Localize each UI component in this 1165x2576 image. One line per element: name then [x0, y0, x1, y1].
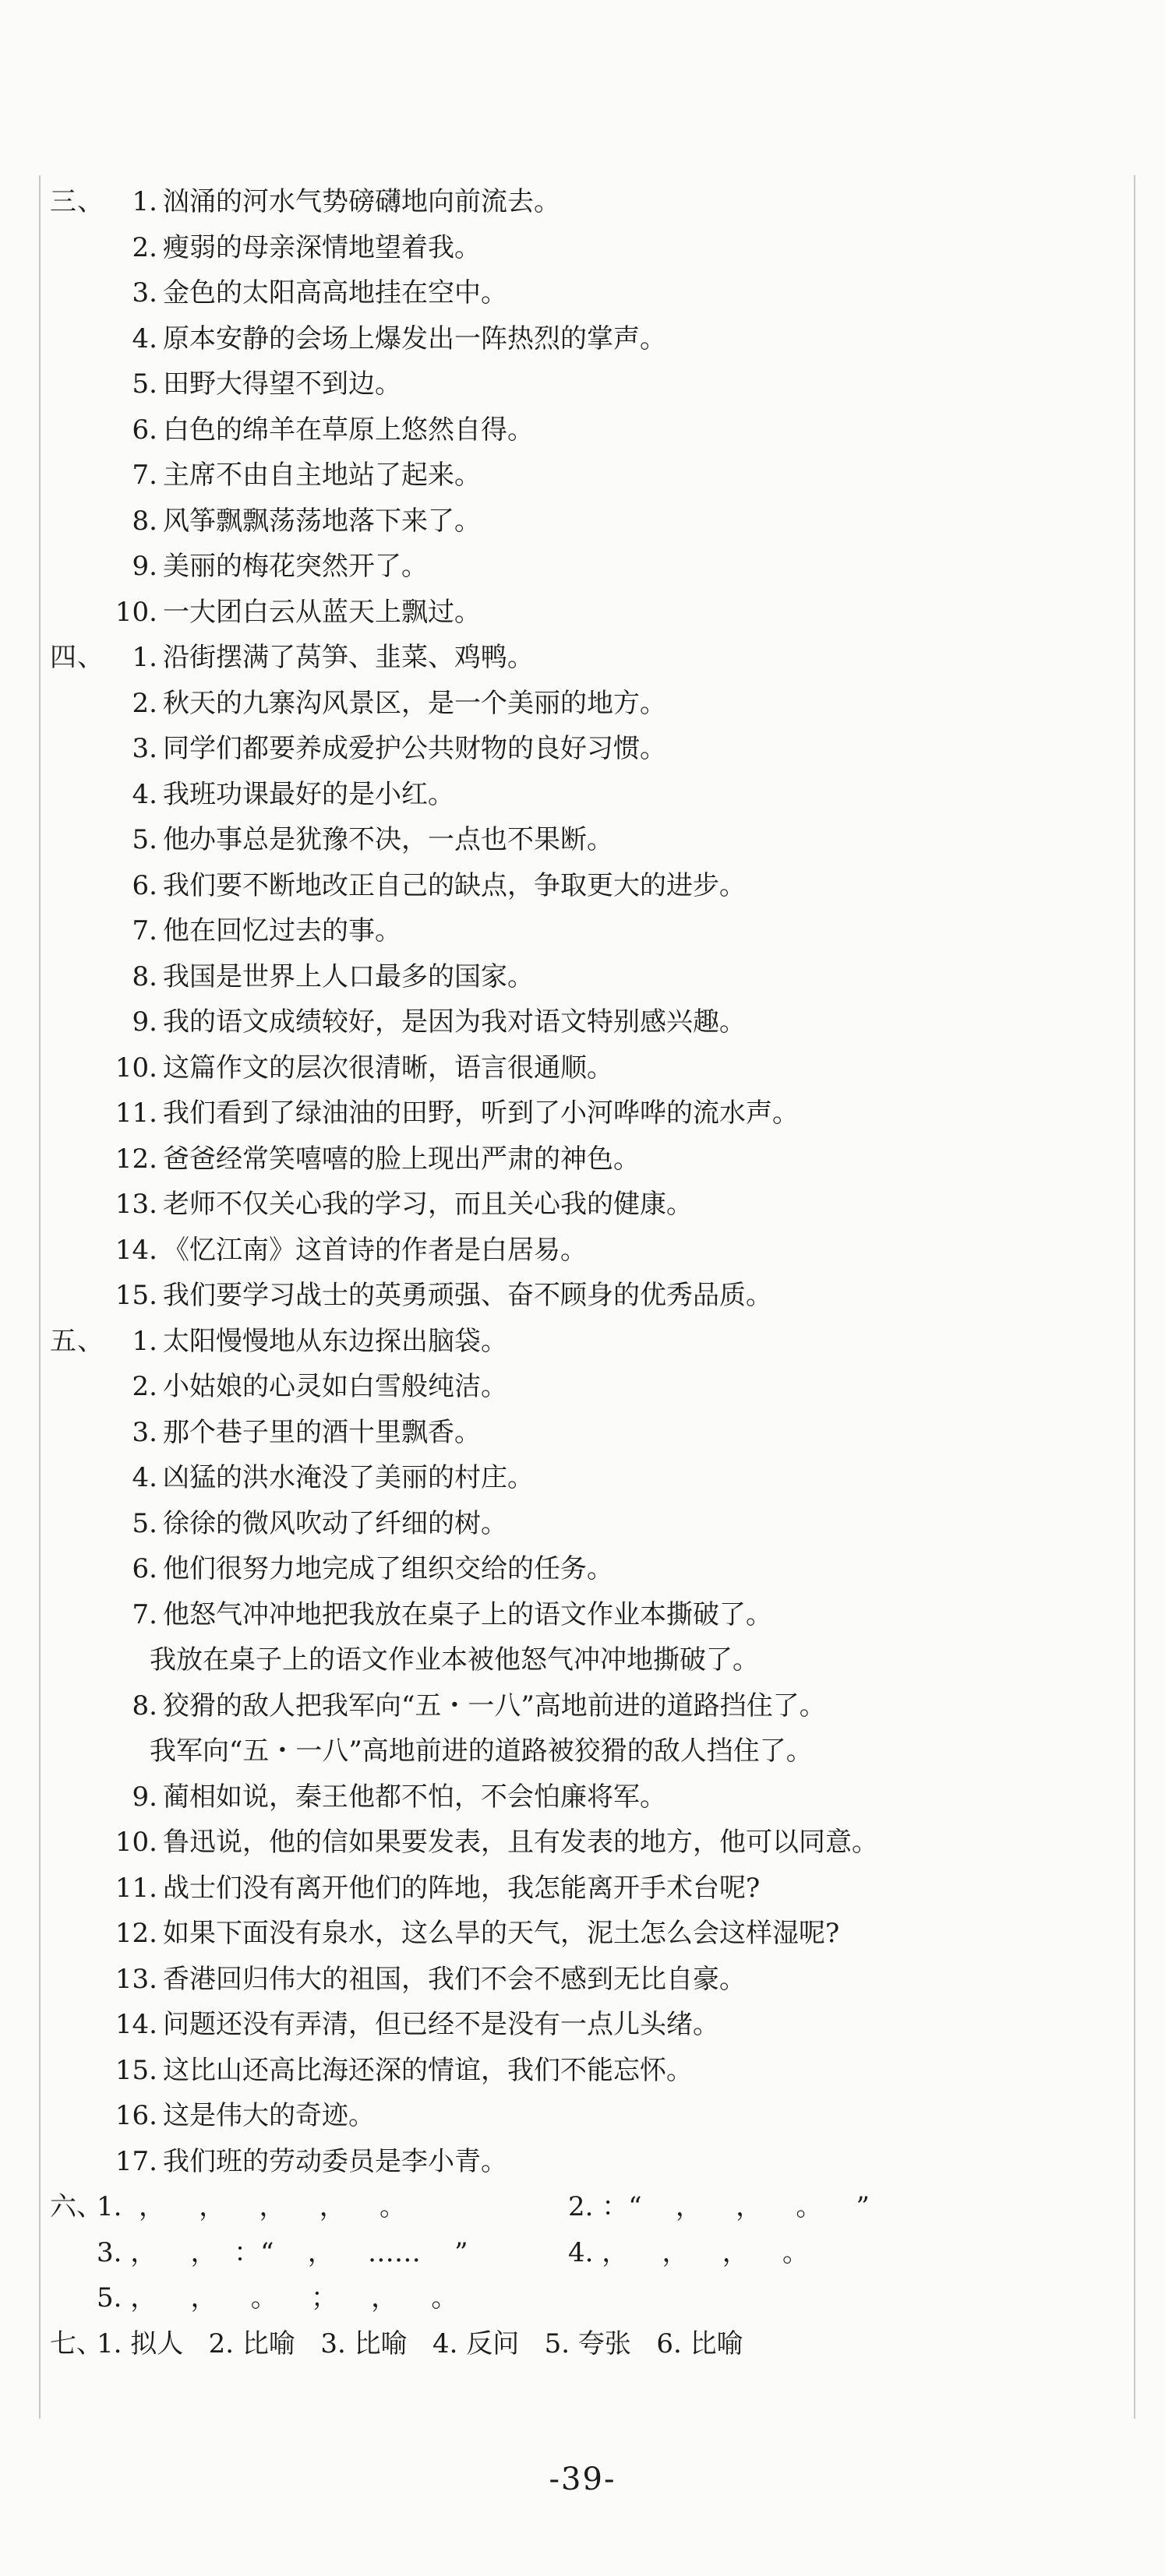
item-number: 6. — [132, 1553, 157, 1584]
answer-text: 凶猛的洪水淹没了美丽的村庄。 — [163, 1462, 534, 1493]
answer-text: 太阳慢慢地从东边探出脑袋。 — [163, 1325, 507, 1357]
item-number: 8. — [132, 960, 157, 992]
answer-text: 我国是世界上人口最多的国家。 — [163, 960, 534, 992]
item-number: 13. — [115, 1963, 157, 1995]
item-number: 12. — [115, 1918, 157, 1949]
answer-line — [50, 1592, 1117, 1638]
answer-line — [50, 1866, 1117, 1912]
answer-line — [50, 817, 1117, 863]
item-number: 7. — [132, 460, 157, 491]
section-label: 三、 — [50, 186, 104, 217]
item-number: 13. — [115, 1189, 157, 1220]
item-number: 12. — [115, 1143, 157, 1175]
item-number: 6. — [132, 414, 157, 446]
answer-line — [50, 2275, 1117, 2321]
answer-text: 问题还没有弄清，但已经不是没有一点儿头绪。 — [163, 2009, 719, 2040]
answer-line — [50, 772, 1117, 818]
answer-text: 那个巷子里的酒十里飘香。 — [163, 1416, 481, 1448]
answer-content — [50, 179, 1117, 2366]
item-number: 8. — [132, 505, 157, 537]
answer-line — [50, 407, 1117, 453]
answer-line — [50, 863, 1117, 909]
answer-line — [50, 635, 1117, 681]
item-number: 11. — [115, 1872, 157, 1904]
answer-line — [50, 499, 1117, 544]
answer-text: 这是伟大的奇迹。 — [163, 2100, 375, 2131]
answer-line — [50, 1501, 1117, 1547]
item-number: 3. — [132, 733, 157, 764]
answer-text: 白色的绵羊在草原上悠然自得。 — [163, 414, 534, 446]
answer-line — [50, 544, 1117, 590]
answer-line — [50, 270, 1117, 316]
item-number: 2. — [132, 231, 157, 263]
answer-text: 美丽的梅花突然开了。 — [163, 551, 428, 582]
item-number: 14. — [115, 1234, 157, 1266]
answer-text: 金色的太阳高高地挂在空中。 — [163, 277, 507, 308]
answer-line — [50, 316, 1117, 362]
answer-line — [50, 1683, 1117, 1729]
answer-text: 战士们没有离开他们的阵地，我怎能离开手术台呢? — [163, 1872, 761, 1904]
answer-text: 他怒气冲冲地把我放在桌子上的语文作业本撕破了。 — [163, 1598, 772, 1630]
item-number: 10. — [115, 596, 157, 628]
punctuation-answer: 4. ， ， ， 。 — [568, 2236, 809, 2268]
answer-text: 这比山还高比海还深的情谊，我们不能忘怀。 — [163, 2054, 693, 2086]
answer-line — [50, 1911, 1117, 1957]
section-label: 七、 — [50, 2328, 103, 2359]
answer-line — [50, 1364, 1117, 1410]
section-label: 五、 — [50, 1325, 104, 1357]
answer-line — [50, 1045, 1117, 1091]
answer-text: 秋天的九寨沟风景区，是一个美丽的地方。 — [163, 687, 666, 719]
item-number: 2. — [132, 1371, 157, 1402]
right-margin-line — [1134, 175, 1135, 2419]
answer-line — [50, 1182, 1117, 1228]
answer-text: 蔺相如说，秦王他都不怕，不会怕廉将军。 — [163, 1781, 666, 1813]
answer-text: 爸爸经常笑嘻嘻的脸上现出严肃的神色。 — [163, 1143, 640, 1175]
answer-text: 我们看到了绿油油的田野，听到了小河哗哗的流水声。 — [163, 1098, 799, 1129]
item-number: 4. — [132, 1462, 157, 1493]
item-number: 7. — [132, 1598, 157, 1630]
answer-text: 小姑娘的心灵如白雪般纯洁。 — [163, 1371, 507, 1402]
answer-line — [50, 1410, 1117, 1456]
answer-line — [50, 1136, 1117, 1182]
item-number: 1. — [132, 642, 157, 673]
item-number: 3. — [132, 277, 157, 308]
item-number: 8. — [132, 1690, 157, 1721]
item-number: 4. — [132, 778, 157, 810]
item-number: 17. — [115, 2145, 157, 2177]
answer-line — [50, 908, 1117, 954]
answer-text: 《忆江南》这首诗的作者是白居易。 — [163, 1234, 587, 1266]
item-number: 5. — [132, 1507, 157, 1539]
item-number: 9. — [132, 551, 157, 582]
answer-line — [50, 2184, 1117, 2230]
answer-line-continued — [50, 1728, 1117, 1774]
item-number: 5. — [132, 368, 157, 400]
item-number: 7. — [132, 915, 157, 946]
punctuation-answer: 5. ， ， 。 ； ， 。 — [97, 2282, 458, 2313]
item-number: 5. — [132, 824, 157, 855]
answer-line — [50, 361, 1117, 407]
item-number: 10. — [115, 1052, 157, 1084]
section-label: 六、 — [50, 2191, 103, 2222]
item-number: 15. — [115, 2054, 157, 2086]
answer-text: 鲁迅说，他的信如果要发表，且有发表的地方，他可以同意。 — [163, 1827, 878, 1858]
rhetoric-answers: 1. 拟人 2. 比喻 3. 比喻 4. 反问 5. 夸张 6. 比喻 — [97, 2328, 743, 2359]
answer-line — [50, 1957, 1117, 2003]
answer-text: 我们要学习战士的英勇顽强、奋不顾身的优秀品质。 — [163, 1280, 772, 1311]
answer-text: 老师不仅关心我的学习，而且关心我的健康。 — [163, 1189, 693, 1220]
answer-line — [50, 999, 1117, 1045]
answer-line — [50, 1774, 1117, 1820]
answer-text: 香港回归伟大的祖国，我们不会不感到无比自豪。 — [163, 1963, 746, 1995]
answer-text-alt: 我放在桌子上的语文作业本被他怒气冲冲地撕破了。 — [150, 1644, 759, 1676]
answer-text: 如果下面没有泉水，这么旱的天气，泥土怎么会这样湿呢? — [163, 1918, 840, 1949]
item-number: 16. — [115, 2100, 157, 2131]
answer-text: 沿街摆满了莴笋、韭菜、鸡鸭。 — [163, 642, 534, 673]
answer-text-alt: 我军向“五・一八”高地前进的道路被狡猾的敌人挡住了。 — [150, 1736, 813, 1767]
answer-text: 主席不由自主地站了起来。 — [163, 460, 481, 491]
punctuation-answer: 2. ：“ ， ， 。 ” — [568, 2191, 870, 2222]
answer-text: 田野大得望不到边。 — [163, 368, 401, 400]
answer-text: 狡猾的敌人把我军向“五・一八”高地前进的道路挡住了。 — [163, 1690, 826, 1721]
answer-text: 他在回忆过去的事。 — [163, 915, 401, 946]
item-number: 3. — [132, 1416, 157, 1448]
answer-line — [50, 2139, 1117, 2185]
answer-line — [50, 1546, 1117, 1592]
answer-line-continued — [50, 1637, 1117, 1683]
page-number: -39- — [549, 2461, 616, 2497]
answer-text: 我们要不断地改正自己的缺点，争取更大的进步。 — [163, 869, 746, 901]
item-number: 1. — [132, 186, 157, 217]
item-number: 9. — [132, 1781, 157, 1813]
item-number: 14. — [115, 2009, 157, 2040]
answer-line — [50, 225, 1117, 271]
answer-text: 原本安静的会场上爆发出一阵热烈的掌声。 — [163, 322, 666, 354]
answer-line — [50, 954, 1117, 1000]
answer-line — [50, 1273, 1117, 1319]
answer-line — [50, 453, 1117, 499]
item-number: 11. — [115, 1098, 157, 1129]
answer-text: 这篇作文的层次很清晰，语言很通顺。 — [163, 1052, 613, 1084]
answer-text: 瘦弱的母亲深情地望着我。 — [163, 231, 481, 263]
item-number: 6. — [132, 869, 157, 901]
left-margin-line — [39, 175, 41, 2419]
answer-line — [50, 2230, 1117, 2276]
answer-line — [50, 2093, 1117, 2139]
answer-line — [50, 2002, 1117, 2048]
answer-line — [50, 1319, 1117, 1365]
item-number: 4. — [132, 322, 157, 354]
section-label: 四、 — [50, 642, 104, 673]
answer-text: 我们班的劳动委员是李小青。 — [163, 2145, 507, 2177]
answer-line — [50, 590, 1117, 636]
answer-line — [50, 2321, 1117, 2367]
answer-text: 我班功课最好的是小红。 — [163, 778, 454, 810]
answer-text: 我的语文成绩较好，是因为我对语文特别感兴趣。 — [163, 1006, 746, 1038]
answer-text: 一大团白云从蓝天上飘过。 — [163, 596, 481, 628]
answer-line — [50, 681, 1117, 727]
item-number: 9. — [132, 1006, 157, 1038]
punctuation-answer: 1. ， ， ， ， 。 — [97, 2191, 406, 2222]
answer-text: 汹涌的河水气势磅礴地向前流去。 — [163, 186, 560, 217]
answer-text: 徐徐的微风吹动了纤细的树。 — [163, 1507, 507, 1539]
answer-line — [50, 1455, 1117, 1501]
answer-text: 他们很努力地完成了组织交给的任务。 — [163, 1553, 613, 1584]
item-number: 2. — [132, 687, 157, 719]
answer-text: 风筝飘飘荡荡地落下来了。 — [163, 505, 481, 537]
answer-line — [50, 179, 1117, 225]
item-number: 10. — [115, 1827, 157, 1858]
item-number: 1. — [132, 1325, 157, 1357]
answer-line — [50, 726, 1117, 772]
answer-line — [50, 1228, 1117, 1274]
answer-text: 同学们都要养成爱护公共财物的良好习惯。 — [163, 733, 666, 764]
item-number: 15. — [115, 1280, 157, 1311]
punctuation-answer: 3. ， ， ：“ ， …… ” — [97, 2236, 468, 2268]
answer-text: 他办事总是犹豫不决，一点也不果断。 — [163, 824, 613, 855]
answer-line — [50, 1820, 1117, 1866]
answer-line — [50, 2048, 1117, 2094]
answer-line — [50, 1091, 1117, 1136]
